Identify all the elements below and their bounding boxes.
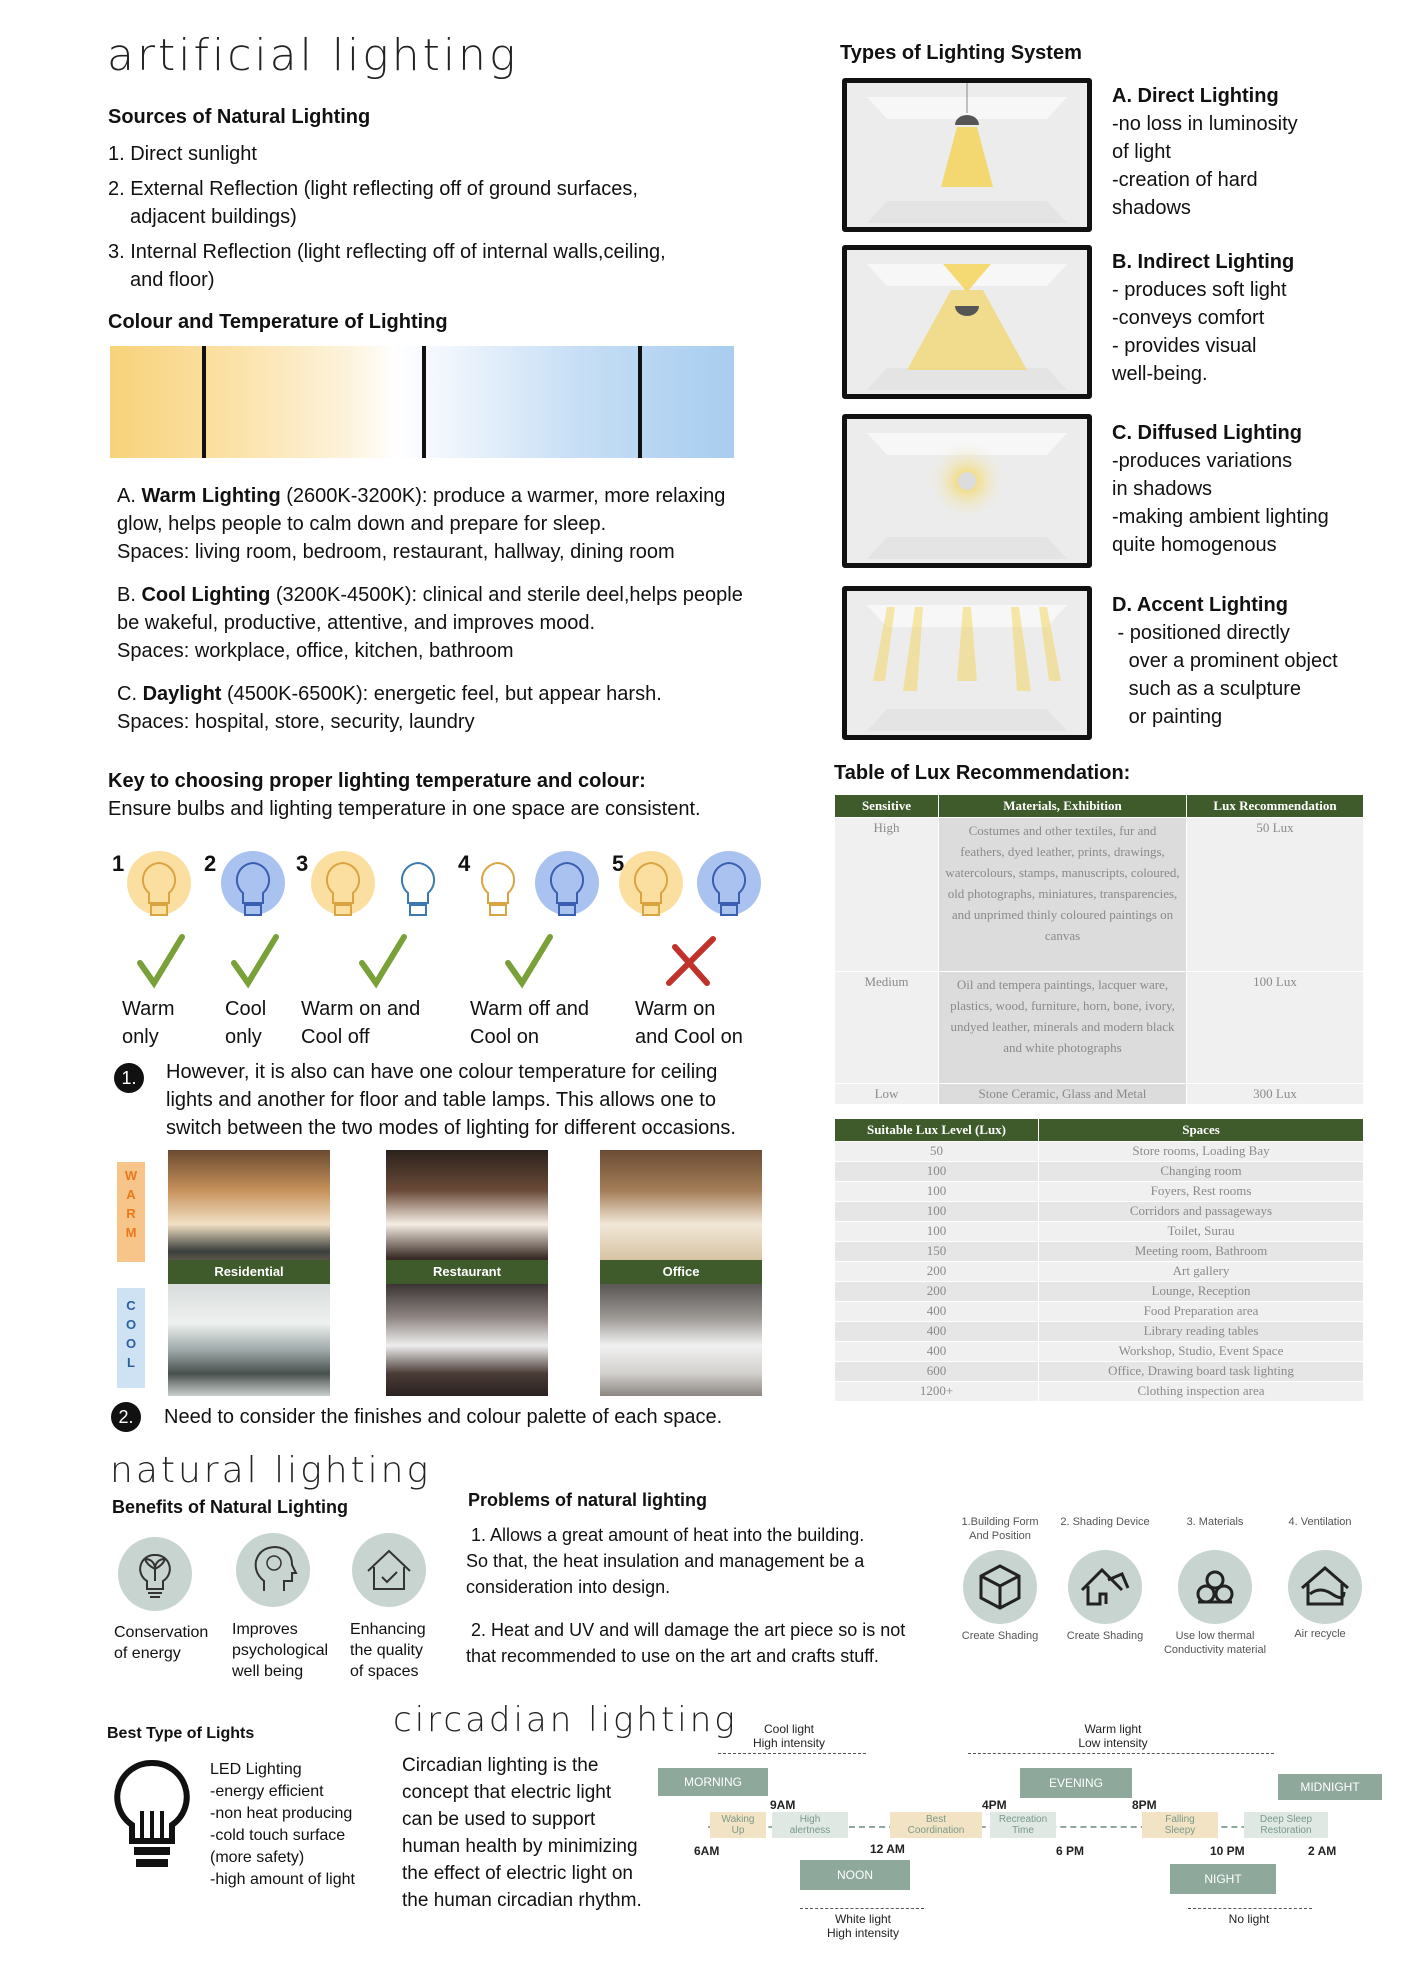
lux-heading: Table of Lux Recommendation:: [834, 762, 1131, 784]
space-cell: Office, Drawing board task lighting: [1039, 1362, 1364, 1382]
no-light-note: No light: [1228, 1912, 1270, 1926]
lux-sensitivity-table: [834, 794, 1364, 1105]
solution-bottom-label: Air recycle: [1294, 1628, 1346, 1640]
time-label: 6 PM: [1056, 1844, 1085, 1858]
option-label: Warm off and Cool on: [470, 998, 589, 1048]
space-cell: Lounge, Reception: [1039, 1282, 1364, 1302]
dashed-line: [718, 1753, 866, 1754]
dashed-line: [968, 1753, 1274, 1754]
lux-level-cell: 50: [835, 1142, 1039, 1162]
dashed-line: [1188, 1908, 1312, 1909]
indirect-lighting-text: B. Indirect Lighting - produces soft light -conveys comfort - provides visual well-being.: [1112, 251, 1295, 385]
check-icon: [504, 933, 554, 989]
check-icon: [136, 933, 186, 989]
house-check-icon: [352, 1533, 426, 1607]
restaurant-tag: Restaurant: [386, 1260, 548, 1284]
cool-bulb-icon: [218, 851, 288, 933]
benefits-heading: Benefits of Natural Lighting: [112, 1497, 348, 1517]
phase: High alertness: [772, 1812, 848, 1838]
note-number: 2.: [111, 1402, 141, 1432]
table-row: Medium Oil and tempera paintings, lacquer ware, plastics, wood, furniture, horn, bone, ivory, undyed leather, minerals and modern black and white photographs 100 Lux: [835, 972, 1364, 1084]
bulb-options: [108, 845, 788, 1055]
dashed-line: [800, 1908, 924, 1909]
residential-cool-photo: [168, 1284, 330, 1396]
lux-level-cell: 200: [835, 1262, 1039, 1282]
best-type-heading: Best Type of Lights: [107, 1725, 255, 1742]
accent-lighting-text: D. Accent Lighting - positioned directly over a prominent object such as a sculpture or painting: [1112, 594, 1338, 728]
source-2: 2. External Reflection (light reflecting off of ground surfaces,: [108, 178, 638, 200]
cool-label: C O O L: [117, 1288, 145, 1388]
problem-2: 2. Heat and UV and will damage the art piece so is not that recommended to use on the art and crafts stuff.: [466, 1620, 906, 1666]
table-header: Materials, Exhibition: [939, 795, 1187, 818]
option-number: 2: [204, 851, 217, 876]
problems-heading: Problems of natural lighting: [468, 1490, 708, 1510]
material-rolls-icon: [1178, 1550, 1252, 1624]
colour-temperature-gradient: [110, 346, 734, 458]
phase: Best Coordination: [890, 1812, 982, 1838]
circadian-lighting-title: circadian lighting: [393, 1700, 738, 1740]
space-cell: Clothing inspection area: [1039, 1382, 1364, 1402]
table-row: [835, 1362, 1364, 1382]
option-label: Warm on and Cool off: [301, 998, 421, 1048]
key-heading: Key to choosing proper lighting temperature and colour:: [108, 770, 646, 792]
option-label: Cool only: [225, 998, 267, 1048]
table-row: [835, 1142, 1364, 1162]
direct-lighting-diagram: [842, 78, 1092, 232]
circadian-text: Circadian lighting is the concept that electric light can be used to support human health by minimizing the effect of electric light on the human circadian rhythm.: [402, 1755, 642, 1911]
table-header: Suitable Lux Level (Lux): [835, 1119, 1039, 1142]
table-row: [835, 1202, 1364, 1222]
period-night: NIGHT: [1170, 1864, 1276, 1894]
period-evening: EVENING: [1020, 1768, 1132, 1798]
artificial-lighting-title: artificial lighting: [107, 30, 519, 81]
gradient-divider: [638, 346, 642, 458]
table-row: High Costumes and other textiles, fur and feathers, dyed leather, prints, drawings, watercolours, stamps, manuscripts, coloured, old photographs, miniatures, transparencies, and unprimed thinly coloured paintings on canvas 50 Lux: [835, 818, 1364, 972]
lux-level-cell: 100: [835, 1202, 1039, 1222]
natural-sources-heading: Sources of Natural Lighting: [108, 106, 371, 128]
natural-lighting-title: natural lighting: [110, 1450, 432, 1491]
space-cell: Food Preparation area: [1039, 1302, 1364, 1322]
table-header: Spaces: [1039, 1119, 1364, 1142]
key-text: Ensure bulbs and lighting temperature in one space are consistent.: [108, 798, 701, 820]
solution-bottom-label: Use low thermal Conductivity material: [1163, 1630, 1267, 1656]
types-heading: Types of Lighting System: [840, 42, 1082, 64]
table-row: [835, 1182, 1364, 1202]
time-label: 10 PM: [1210, 1844, 1245, 1858]
office-cool-photo: [600, 1284, 762, 1396]
source-2-cont: adjacent buildings): [130, 206, 297, 228]
indirect-lighting-diagram: [842, 245, 1092, 399]
note-number: 1.: [114, 1063, 144, 1093]
diffused-lighting-text: C. Diffused Lighting -produces variations in shadows -making ambient lighting quite homogenous: [1112, 422, 1329, 556]
daylight-desc: C. Daylight (4500K-6500K): energetic feel, but appear harsh. Spaces: hospital, store, security, laundry: [117, 683, 662, 733]
cool-bulb-icon: [694, 851, 764, 933]
table-row: [835, 1342, 1364, 1362]
time-label: 4PM: [982, 1798, 1007, 1812]
lux-level-cell: 400: [835, 1342, 1039, 1362]
space-cell: Foyers, Rest rooms: [1039, 1182, 1364, 1202]
space-cell: Store rooms, Loading Bay: [1039, 1142, 1364, 1162]
cool-bulb-off-icon: [383, 851, 453, 933]
restaurant-cool-photo: [386, 1284, 548, 1396]
warm-label: W A R M: [117, 1162, 145, 1262]
benefit-label: Improves psychological well being: [232, 1621, 329, 1680]
table-row: [835, 1222, 1364, 1242]
lux-level-cell: 1200+: [835, 1382, 1039, 1402]
solution-bottom-label: Create Shading: [961, 1630, 1039, 1642]
solution-bottom-label: Create Shading: [1066, 1630, 1144, 1642]
shading-house-icon: [1068, 1550, 1142, 1624]
warm-bulb-icon: [124, 851, 194, 933]
office-tag: Office: [600, 1260, 762, 1284]
space-cell: Workshop, Studio, Event Space: [1039, 1342, 1364, 1362]
option-number: 3: [296, 851, 309, 876]
phase: Waking Up: [710, 1812, 766, 1838]
time-label: 12 AM: [870, 1842, 905, 1856]
warm-bulb-icon: [308, 851, 378, 933]
gradient-divider: [422, 346, 426, 458]
source-3: 3. Internal Reflection (light reflecting off of internal walls,ceiling,: [108, 241, 666, 263]
lightbulb-icon: [110, 1757, 194, 1877]
space-cell: Library reading tables: [1039, 1322, 1364, 1342]
lux-level-cell: 100: [835, 1162, 1039, 1182]
phase: Deep Sleep Restoration: [1244, 1812, 1328, 1838]
lux-level-cell: 100: [835, 1222, 1039, 1242]
space-cell: Toilet, Surau: [1039, 1222, 1364, 1242]
warm-light-note: Warm light Low intensity: [1078, 1722, 1148, 1750]
note-2-text: Need to consider the finishes and colour palette of each space.: [164, 1406, 723, 1428]
cross-icon: [663, 933, 719, 989]
option-label: Warm only: [122, 998, 175, 1048]
table-header: Sensitive: [835, 795, 939, 818]
space-cell: Art gallery: [1039, 1262, 1364, 1282]
table-row: [835, 1262, 1364, 1282]
phase: Recreation Time: [990, 1812, 1056, 1838]
diffused-lighting-diagram: [842, 414, 1092, 568]
cool-lighting-desc: B. Cool Lighting (3200K-4500K): clinical and sterile deel,helps people be wakeful, productive, attentive, and improves mood. Spaces: workplace, office, kitchen, bathroom: [117, 584, 743, 662]
direct-lighting-text: A. Direct Lighting -no loss in luminosity of light -creation of hard shadows: [1112, 85, 1298, 219]
note-1-text: However, it is also can have one colour temperature for ceiling lights and another for floor and table lamps. This allows one to switch between the two modes of lighting for different occasions.: [166, 1061, 736, 1139]
phase: Falling Sleepy: [1142, 1812, 1218, 1838]
cool-bulb-icon: [532, 851, 602, 933]
space-cell: Corridors and passageways: [1039, 1202, 1364, 1222]
lux-level-cell: 100: [835, 1182, 1039, 1202]
colour-temp-heading: Colour and Temperature of Lighting: [108, 311, 448, 333]
table-row: [835, 1162, 1364, 1182]
table-header: Lux Recommendation: [1187, 795, 1364, 818]
lux-level-cell: 150: [835, 1242, 1039, 1262]
benefit-label: Enhancing the quality of spaces: [350, 1621, 426, 1680]
solution-top-label: 3. Materials: [1186, 1516, 1244, 1528]
lux-level-cell: 400: [835, 1322, 1039, 1342]
lux-level-cell: 200: [835, 1282, 1039, 1302]
option-number: 4: [458, 851, 471, 876]
lux-level-cell: 600: [835, 1362, 1039, 1382]
residential-tag: Residential: [168, 1260, 330, 1284]
space-cell: Meeting room, Bathroom: [1039, 1242, 1364, 1262]
ventilation-icon: [1288, 1550, 1362, 1624]
plant-bulb-icon: [118, 1537, 192, 1611]
led-lighting-list: LED Lighting -energy efficient -non heat producing -cold touch surface (more safety) -high amount of light: [210, 1761, 355, 1888]
check-icon: [358, 933, 408, 989]
warm-bulb-off-icon: [463, 851, 533, 933]
period-noon: NOON: [800, 1860, 910, 1890]
gradient-divider: [202, 346, 206, 458]
period-midnight: MIDNIGHT: [1278, 1774, 1382, 1800]
option-number: 1: [112, 851, 125, 876]
table-row: [835, 1322, 1364, 1342]
warm-bulb-icon: [616, 851, 686, 933]
time-label: 6AM: [694, 1844, 720, 1858]
space-cell: Changing room: [1039, 1162, 1364, 1182]
benefit-label: Conservation of energy: [114, 1624, 209, 1662]
source-1: 1. Direct sunlight: [108, 143, 257, 165]
time-label: 8PM: [1132, 1798, 1157, 1812]
time-label: 9AM: [770, 1798, 796, 1812]
solution-top-label: 4. Ventilation: [1288, 1516, 1352, 1528]
table-row: [835, 1382, 1364, 1402]
option-number: 5: [612, 851, 625, 876]
lux-spaces-table: [834, 1118, 1364, 1402]
time-label: 2 AM: [1308, 1844, 1337, 1858]
table-row: [835, 1242, 1364, 1262]
solution-top-label: 2. Shading Device: [1060, 1516, 1150, 1528]
cube-icon: [963, 1550, 1037, 1624]
option-label: Warm on and Cool on: [635, 998, 743, 1048]
check-icon: [230, 933, 280, 989]
circadian-timeline: [658, 1720, 1360, 1950]
white-light-note: White light High intensity: [826, 1912, 900, 1940]
source-3-cont: and floor): [130, 269, 215, 291]
lux-level-cell: 400: [835, 1302, 1039, 1322]
table-row: Low Stone Ceramic, Glass and Metal 300 Lux: [835, 1084, 1364, 1105]
accent-lighting-diagram: [842, 586, 1092, 740]
solution-top-label: 1.Building Form And Position: [961, 1516, 1039, 1542]
period-morning: MORNING: [658, 1768, 768, 1796]
cool-light-note: Cool light High intensity: [752, 1722, 826, 1750]
problem-1: 1. Allows a great amount of heat into the building. So that, the heat insulation and management be a consideration into design.: [466, 1525, 865, 1597]
table-row: [835, 1282, 1364, 1302]
head-idea-icon: [236, 1533, 310, 1607]
warm-lighting-desc: A. Warm Lighting (2600K-3200K): produce a warmer, more relaxing glow, helps people to calm down and prepare for sleep. Spaces: living room, bedroom, restaurant, hallway, dining room: [117, 485, 726, 563]
table-row: [835, 1302, 1364, 1322]
